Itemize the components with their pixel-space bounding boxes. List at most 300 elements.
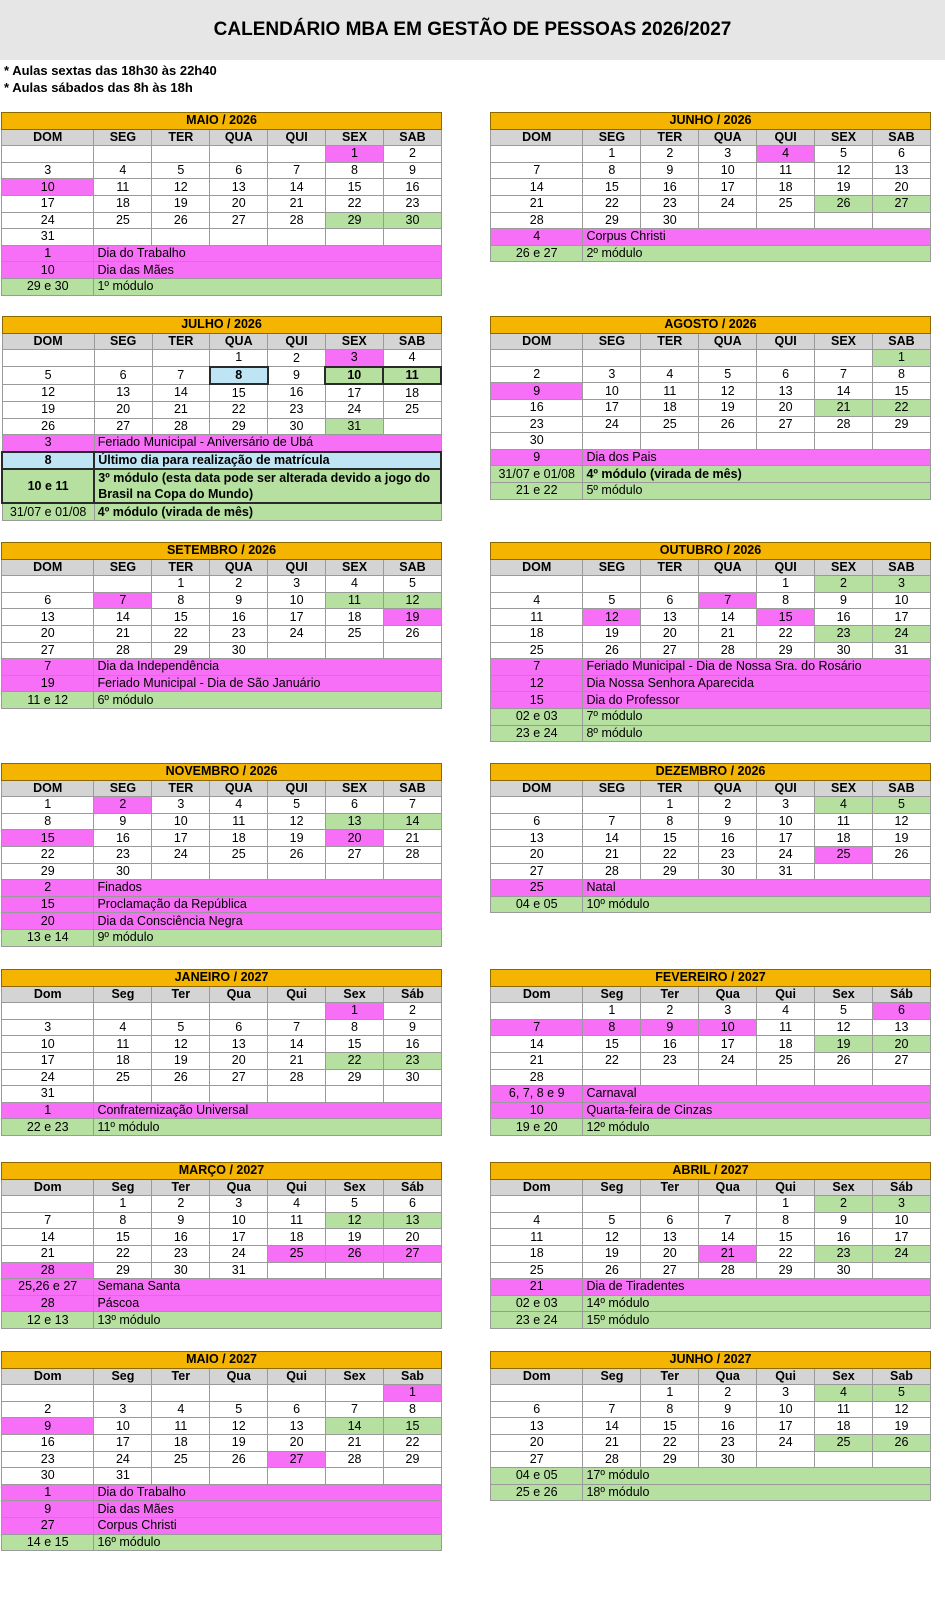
empty-day-cell xyxy=(2,146,94,163)
weekday-header: SAB xyxy=(872,559,930,576)
empty-day-cell xyxy=(583,797,641,814)
day-cell: 11 xyxy=(94,1036,152,1053)
day-cell: 6 xyxy=(383,1196,441,1213)
day-cell: 4 xyxy=(815,797,873,814)
day-cell: 9 xyxy=(2,1418,94,1435)
empty-day-cell xyxy=(757,433,815,450)
day-cell: 20 xyxy=(872,1036,930,1053)
day-cell: 5 xyxy=(872,1385,930,1402)
weekday-header: SEX xyxy=(326,559,384,576)
day-cell: 1 xyxy=(94,1196,152,1213)
day-cell: 3 xyxy=(757,797,815,814)
day-cell: 13 xyxy=(491,830,583,847)
day-cell: 8 xyxy=(210,367,268,385)
day-cell: 30 xyxy=(815,642,873,659)
day-cell: 25 xyxy=(641,416,699,433)
weekday-header: SAB xyxy=(872,333,930,350)
day-cell: 29 xyxy=(641,1451,699,1468)
day-cell: 12 xyxy=(699,383,757,400)
event-date: 27 xyxy=(2,1517,94,1534)
day-cell: 20 xyxy=(383,1229,441,1246)
day-cell: 2 xyxy=(2,1401,94,1418)
empty-day-cell xyxy=(872,1451,930,1468)
weekday-header: Seg xyxy=(583,1368,641,1385)
day-cell: 1 xyxy=(583,1003,641,1020)
weekday-header: Dom xyxy=(2,1179,94,1196)
day-cell: 21 xyxy=(583,1434,641,1451)
event-date: 3 xyxy=(2,435,94,452)
empty-day-cell xyxy=(268,1468,326,1485)
day-cell: 24 xyxy=(268,625,326,642)
empty-day-cell xyxy=(326,1385,384,1402)
event-date: 25 xyxy=(491,880,583,897)
day-cell: 1 xyxy=(152,576,210,593)
day-cell: 19 xyxy=(383,609,441,626)
weekday-header: QUA xyxy=(210,333,268,350)
month-calendar xyxy=(490,112,931,262)
day-cell: 19 xyxy=(815,1036,873,1053)
event-label: Semana Santa xyxy=(94,1279,442,1296)
day-cell: 15 xyxy=(210,384,268,401)
day-cell: 11 xyxy=(641,383,699,400)
day-cell: 17 xyxy=(872,609,930,626)
day-cell: 13 xyxy=(210,1036,268,1053)
month-title: NOVEMBRO / 2026 xyxy=(2,764,442,781)
month-calendar xyxy=(490,542,931,742)
month-title: JULHO / 2026 xyxy=(2,317,441,334)
day-cell: 26 xyxy=(383,625,441,642)
day-cell: 26 xyxy=(2,418,94,435)
day-cell: 4 xyxy=(491,1212,583,1229)
day-cell: 28 xyxy=(326,1451,384,1468)
weekday-header: DOM xyxy=(2,333,94,350)
month-title: OUTUBRO / 2026 xyxy=(491,543,931,560)
day-cell: 26 xyxy=(152,212,210,229)
weekday-header: Sex xyxy=(326,1179,384,1196)
day-cell: 7 xyxy=(326,1401,384,1418)
day-cell: 15 xyxy=(2,830,94,847)
day-cell: 19 xyxy=(210,1434,268,1451)
event-date: 21 e 22 xyxy=(491,482,583,499)
empty-day-cell xyxy=(326,1086,384,1103)
empty-day-cell xyxy=(152,863,210,880)
day-cell: 31 xyxy=(210,1262,268,1279)
day-cell: 30 xyxy=(641,212,699,229)
day-cell: 21 xyxy=(699,625,757,642)
day-cell: 9 xyxy=(641,1019,699,1036)
weekday-header: Sáb xyxy=(383,986,441,1003)
event-label: 4º módulo (virada de mês) xyxy=(94,503,441,520)
day-cell: 20 xyxy=(641,625,699,642)
event-date: 8 xyxy=(2,452,94,470)
event-label: 10º módulo xyxy=(583,896,931,913)
empty-day-cell xyxy=(491,797,583,814)
day-cell: 13 xyxy=(383,1212,441,1229)
day-cell: 26 xyxy=(872,1434,930,1451)
event-date: 31/07 e 01/08 xyxy=(491,466,583,483)
day-cell: 20 xyxy=(757,399,815,416)
day-cell: 6 xyxy=(641,592,699,609)
day-cell: 1 xyxy=(210,350,268,367)
empty-day-cell xyxy=(152,146,210,163)
event-date: 02 e 03 xyxy=(491,708,583,725)
day-cell: 19 xyxy=(326,1229,384,1246)
day-cell: 16 xyxy=(815,609,873,626)
event-label: Corpus Christi xyxy=(94,1517,442,1534)
event-label: 17º módulo xyxy=(583,1468,931,1485)
event-date: 26 e 27 xyxy=(491,245,583,262)
day-cell: 8 xyxy=(2,813,94,830)
day-cell: 22 xyxy=(757,625,815,642)
weekday-header: Dom xyxy=(491,1179,583,1196)
event-label: 16º módulo xyxy=(94,1534,442,1551)
day-cell: 5 xyxy=(152,162,210,179)
day-cell: 14 xyxy=(583,830,641,847)
day-cell: 21 xyxy=(815,399,873,416)
empty-day-cell xyxy=(872,212,930,229)
day-cell: 25 xyxy=(326,625,384,642)
day-cell: 17 xyxy=(757,830,815,847)
day-cell: 1 xyxy=(757,1196,815,1213)
day-cell: 4 xyxy=(383,350,441,367)
day-cell: 14 xyxy=(383,813,441,830)
empty-day-cell xyxy=(383,1468,441,1485)
empty-day-cell xyxy=(757,1069,815,1086)
day-cell: 19 xyxy=(872,1418,930,1435)
weekday-header: SAB xyxy=(872,129,930,146)
event-label: Dia das Mães xyxy=(94,1501,442,1518)
weekday-header: Ter xyxy=(152,986,210,1003)
empty-day-cell xyxy=(583,1069,641,1086)
day-cell: 17 xyxy=(152,830,210,847)
day-cell: 25 xyxy=(94,1069,152,1086)
day-cell: 27 xyxy=(210,1069,268,1086)
day-cell: 18 xyxy=(94,1052,152,1069)
day-cell: 26 xyxy=(699,416,757,433)
day-cell: 8 xyxy=(583,1019,641,1036)
day-cell: 21 xyxy=(2,1245,94,1262)
day-cell: 25 xyxy=(491,1262,583,1279)
day-cell: 11 xyxy=(210,813,268,830)
day-cell: 8 xyxy=(757,592,815,609)
day-cell: 10 xyxy=(268,592,326,609)
empty-day-cell xyxy=(152,1385,210,1402)
day-cell: 8 xyxy=(94,1212,152,1229)
day-cell: 7 xyxy=(583,813,641,830)
event-label: 13º módulo xyxy=(94,1312,442,1329)
day-cell: 14 xyxy=(699,1229,757,1246)
event-label: 11º módulo xyxy=(94,1119,442,1136)
day-cell: 10 xyxy=(210,1212,268,1229)
day-cell: 24 xyxy=(2,212,94,229)
empty-day-cell xyxy=(268,146,326,163)
empty-day-cell xyxy=(268,1003,326,1020)
day-cell: 27 xyxy=(94,418,152,435)
day-cell: 13 xyxy=(641,1229,699,1246)
day-cell: 9 xyxy=(94,813,152,830)
day-cell: 6 xyxy=(2,592,94,609)
empty-day-cell xyxy=(326,642,384,659)
empty-day-cell xyxy=(491,350,583,367)
month-title: ABRIL / 2027 xyxy=(491,1163,931,1180)
day-cell: 15 xyxy=(326,179,384,196)
day-cell: 22 xyxy=(2,846,94,863)
weekday-header: Sab xyxy=(872,1368,930,1385)
weekday-header: DOM xyxy=(491,559,583,576)
day-cell: 21 xyxy=(94,625,152,642)
day-cell: 2 xyxy=(641,146,699,163)
day-cell: 28 xyxy=(268,212,326,229)
day-cell: 3 xyxy=(210,1196,268,1213)
day-cell: 29 xyxy=(94,1262,152,1279)
day-cell: 12 xyxy=(152,179,210,196)
day-cell: 1 xyxy=(2,797,94,814)
day-cell: 21 xyxy=(152,401,210,418)
day-cell: 6 xyxy=(326,797,384,814)
event-label: 2º módulo xyxy=(583,245,931,262)
day-cell: 11 xyxy=(491,609,583,626)
event-date: 15 xyxy=(2,896,94,913)
day-cell: 25 xyxy=(491,642,583,659)
day-cell: 2 xyxy=(491,366,583,383)
event-label: 6º módulo xyxy=(94,692,442,709)
day-cell: 29 xyxy=(2,863,94,880)
day-cell: 26 xyxy=(210,1451,268,1468)
day-cell: 10 xyxy=(699,1019,757,1036)
weekday-header: Sex xyxy=(326,986,384,1003)
day-cell: 5 xyxy=(815,1003,873,1020)
day-cell: 3 xyxy=(325,350,383,367)
day-cell: 20 xyxy=(94,401,152,418)
day-cell: 9 xyxy=(699,813,757,830)
day-cell: 22 xyxy=(641,846,699,863)
event-label: Feriado Municipal - Dia de Nossa Sra. do Rosário xyxy=(583,659,931,676)
day-cell: 20 xyxy=(491,846,583,863)
day-cell: 4 xyxy=(815,1385,873,1402)
day-cell: 29 xyxy=(757,642,815,659)
day-cell: 6 xyxy=(268,1401,326,1418)
day-cell: 8 xyxy=(152,592,210,609)
event-label: 14º módulo xyxy=(583,1295,931,1312)
weekday-header: SAB xyxy=(383,780,441,797)
event-label: 15º módulo xyxy=(583,1312,931,1329)
event-label: 7º módulo xyxy=(583,708,931,725)
event-label: Páscoa xyxy=(94,1295,442,1312)
empty-day-cell xyxy=(326,863,384,880)
day-cell: 12 xyxy=(815,162,873,179)
empty-day-cell xyxy=(641,1196,699,1213)
day-cell: 6 xyxy=(641,1212,699,1229)
day-cell: 27 xyxy=(2,642,94,659)
day-cell: 11 xyxy=(326,592,384,609)
weekday-header: Sex xyxy=(815,1368,873,1385)
event-date: 9 xyxy=(491,449,583,466)
event-label: Dia do Professor xyxy=(583,692,931,709)
event-date: 04 e 05 xyxy=(491,1468,583,1485)
day-cell: 24 xyxy=(872,1245,930,1262)
day-cell: 30 xyxy=(383,1069,441,1086)
day-cell: 4 xyxy=(152,1401,210,1418)
event-date: 15 xyxy=(491,692,583,709)
day-cell: 20 xyxy=(210,1052,268,1069)
day-cell: 3 xyxy=(872,576,930,593)
weekday-header: Qua xyxy=(210,1179,268,1196)
weekday-header: QUI xyxy=(268,780,326,797)
day-cell: 26 xyxy=(815,195,873,212)
month-title: JANEIRO / 2027 xyxy=(2,970,442,987)
day-cell: 28 xyxy=(583,863,641,880)
event-label: Dia do Trabalho xyxy=(94,245,442,262)
day-cell: 16 xyxy=(641,179,699,196)
day-cell: 31 xyxy=(325,418,383,435)
day-cell: 30 xyxy=(210,642,268,659)
day-cell: 14 xyxy=(152,384,210,401)
day-cell: 19 xyxy=(699,399,757,416)
weekday-header: Dom xyxy=(2,986,94,1003)
day-cell: 8 xyxy=(383,1401,441,1418)
page-title: CALENDÁRIO MBA EM GESTÃO DE PESSOAS 2026/2027 xyxy=(0,0,945,60)
day-cell: 20 xyxy=(2,625,94,642)
day-cell: 12 xyxy=(2,384,94,401)
event-date: 21 xyxy=(491,1279,583,1296)
weekday-header: DOM xyxy=(2,129,94,146)
event-date: 28 xyxy=(2,1295,94,1312)
weekday-header: QUI xyxy=(757,333,815,350)
event-date: 31/07 e 01/08 xyxy=(2,503,94,520)
day-cell: 1 xyxy=(641,797,699,814)
day-cell: 25 xyxy=(268,1245,326,1262)
event-date: 12 e 13 xyxy=(2,1312,94,1329)
weekday-header: DOM xyxy=(491,129,583,146)
day-cell: 4 xyxy=(326,576,384,593)
weekday-header: SEX xyxy=(326,129,384,146)
event-label: 12º módulo xyxy=(583,1119,931,1136)
month-calendar xyxy=(1,1351,442,1551)
month-calendar xyxy=(1,112,442,296)
event-date: 10 xyxy=(2,262,94,279)
event-label: 4º módulo (virada de mês) xyxy=(583,466,931,483)
day-cell: 22 xyxy=(383,1434,441,1451)
day-cell: 2 xyxy=(699,1385,757,1402)
day-cell: 27 xyxy=(641,642,699,659)
day-cell: 5 xyxy=(210,1401,268,1418)
month-calendar xyxy=(1,763,442,947)
day-cell: 1 xyxy=(641,1385,699,1402)
weekday-header: Qua xyxy=(699,1179,757,1196)
event-label: Último dia para realização de matrícula xyxy=(94,452,441,470)
day-cell: 16 xyxy=(383,179,441,196)
weekday-header: TER xyxy=(152,129,210,146)
weekday-header: QUI xyxy=(268,129,326,146)
day-cell: 16 xyxy=(641,1036,699,1053)
empty-day-cell xyxy=(94,146,152,163)
day-cell: 24 xyxy=(210,1245,268,1262)
weekday-header: QUA xyxy=(699,780,757,797)
month-calendar xyxy=(490,763,931,913)
day-cell: 12 xyxy=(815,1019,873,1036)
event-label: Corpus Christi xyxy=(583,229,931,246)
weekday-header: Sex xyxy=(815,1179,873,1196)
day-cell: 10 xyxy=(872,592,930,609)
day-cell: 5 xyxy=(699,366,757,383)
day-cell: 7 xyxy=(268,1019,326,1036)
day-cell: 22 xyxy=(326,195,384,212)
day-cell: 7 xyxy=(152,367,210,385)
empty-day-cell xyxy=(326,229,384,246)
day-cell: 20 xyxy=(210,195,268,212)
day-cell: 13 xyxy=(2,609,94,626)
empty-day-cell xyxy=(268,1385,326,1402)
day-cell: 16 xyxy=(699,1418,757,1435)
day-cell: 7 xyxy=(94,592,152,609)
empty-day-cell xyxy=(872,863,930,880)
day-cell: 1 xyxy=(326,1003,384,1020)
day-cell: 26 xyxy=(872,846,930,863)
day-cell: 8 xyxy=(326,162,384,179)
day-cell: 9 xyxy=(152,1212,210,1229)
day-cell: 9 xyxy=(815,1212,873,1229)
day-cell: 15 xyxy=(94,1229,152,1246)
event-label: Finados xyxy=(94,880,442,897)
day-cell: 29 xyxy=(872,416,930,433)
day-cell: 13 xyxy=(210,179,268,196)
day-cell: 15 xyxy=(641,830,699,847)
weekday-header: Seg xyxy=(94,1368,152,1385)
day-cell: 19 xyxy=(872,830,930,847)
empty-day-cell xyxy=(872,433,930,450)
day-cell: 5 xyxy=(583,1212,641,1229)
empty-day-cell xyxy=(872,1069,930,1086)
day-cell: 27 xyxy=(268,1451,326,1468)
day-cell: 21 xyxy=(491,195,583,212)
day-cell: 20 xyxy=(641,1245,699,1262)
empty-day-cell xyxy=(152,1003,210,1020)
day-cell: 11 xyxy=(815,813,873,830)
day-cell: 3 xyxy=(699,1003,757,1020)
day-cell: 11 xyxy=(152,1418,210,1435)
empty-day-cell xyxy=(268,863,326,880)
day-cell: 13 xyxy=(872,1019,930,1036)
weekday-header: Ter xyxy=(152,1368,210,1385)
day-cell: 24 xyxy=(152,846,210,863)
day-cell: 10 xyxy=(2,1036,94,1053)
weekday-header: SEX xyxy=(815,129,873,146)
day-cell: 27 xyxy=(491,1451,583,1468)
day-cell: 20 xyxy=(491,1434,583,1451)
event-date: 4 xyxy=(491,229,583,246)
day-cell: 17 xyxy=(583,399,641,416)
day-cell: 18 xyxy=(815,1418,873,1435)
event-date: 25 e 26 xyxy=(491,1484,583,1501)
weekday-header: SAB xyxy=(383,129,441,146)
weekday-header: Qui xyxy=(757,1368,815,1385)
event-date: 10 xyxy=(491,1102,583,1119)
day-cell: 21 xyxy=(268,195,326,212)
empty-day-cell xyxy=(491,146,583,163)
day-cell: 23 xyxy=(641,1052,699,1069)
weekday-header: SEG xyxy=(583,780,641,797)
month-calendar xyxy=(490,1162,931,1329)
weekday-header: SEG xyxy=(583,559,641,576)
day-cell: 14 xyxy=(699,609,757,626)
day-cell: 11 xyxy=(757,1019,815,1036)
day-cell: 11 xyxy=(491,1229,583,1246)
day-cell: 6 xyxy=(757,366,815,383)
event-label: Confraternização Universal xyxy=(94,1102,442,1119)
empty-day-cell xyxy=(210,1086,268,1103)
day-cell: 4 xyxy=(757,146,815,163)
day-cell: 7 xyxy=(815,366,873,383)
